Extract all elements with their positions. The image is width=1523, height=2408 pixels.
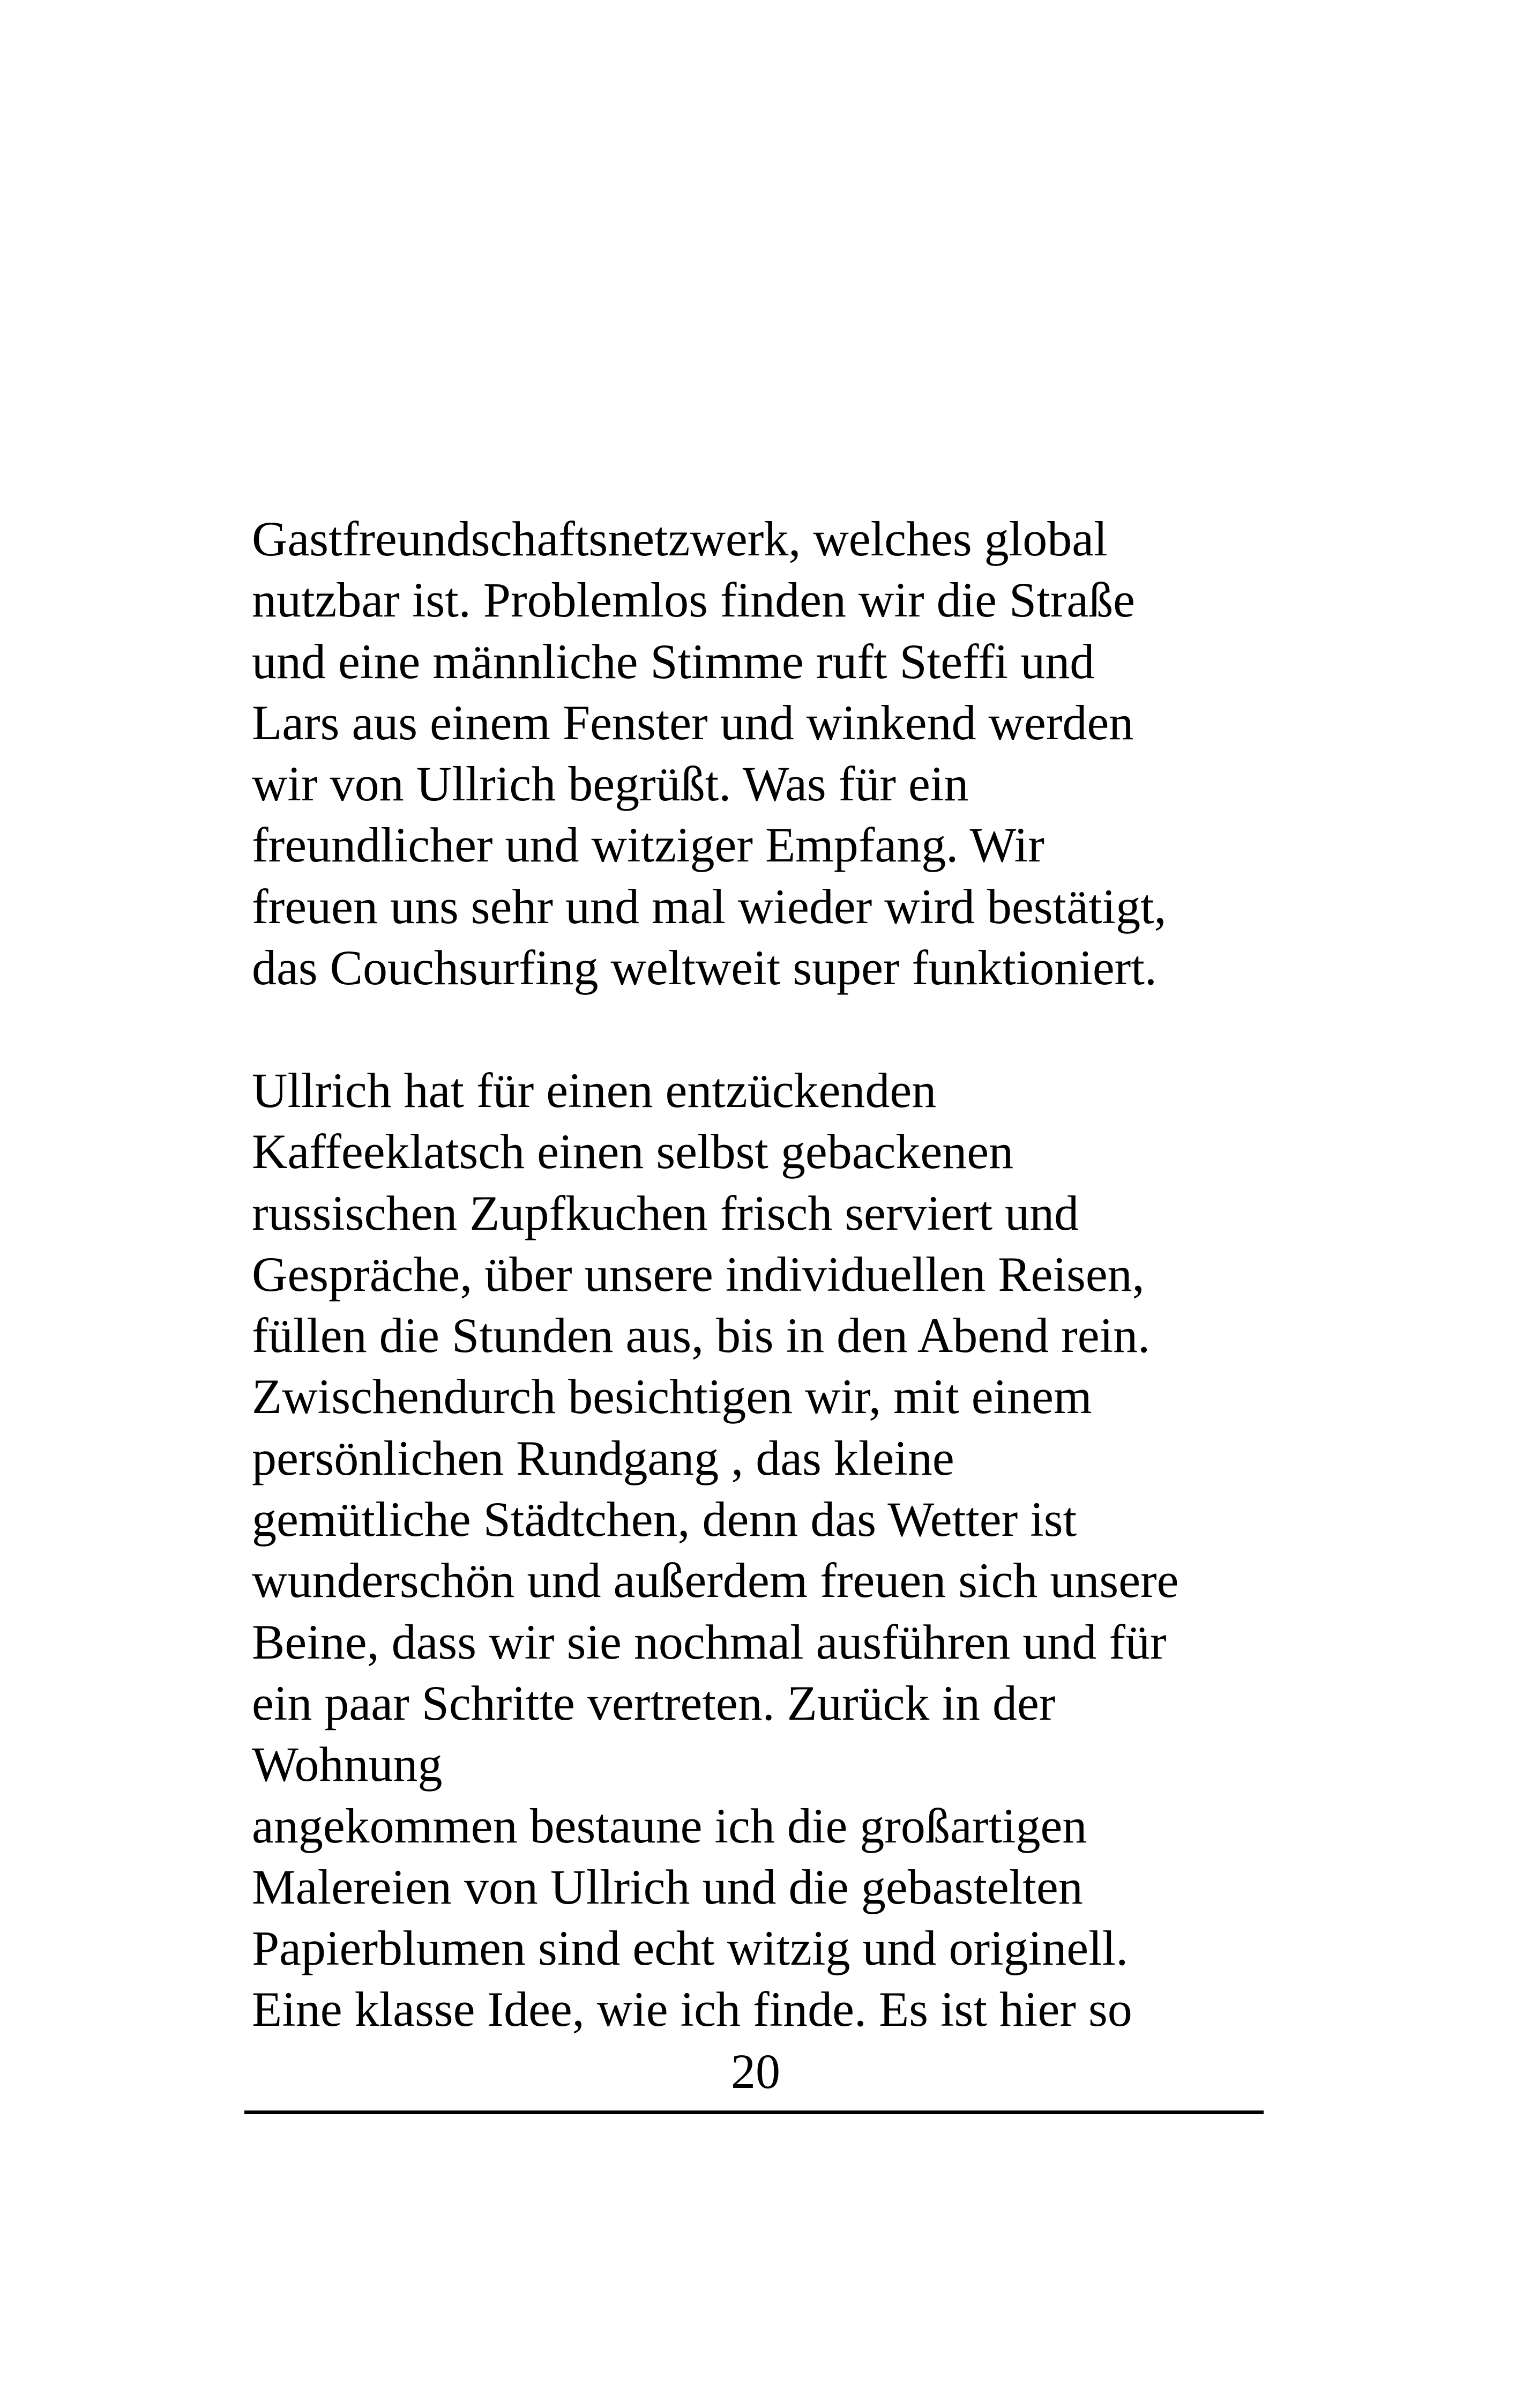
footer-divider [244, 2110, 1264, 2114]
text-line: Lars aus einem Fenster und winkend werden [252, 695, 1134, 750]
text-line: russischen Zupfkuchen frisch serviert und [252, 1185, 1079, 1240]
text-line: füllen die Stunden aus, bis in den Abend rein. [252, 1308, 1151, 1363]
text-line: ein paar Schritte vertreten. Zurück in der [252, 1675, 1056, 1730]
text-line: Zwischendurch besichtigen wir, mit einem [252, 1369, 1092, 1424]
text-line: wunderschön und außerdem freuen sich unsere [252, 1553, 1179, 1608]
paragraph-2 [252, 1060, 1297, 2040]
text-line: Wohnung [252, 1737, 443, 1792]
text-line: Beine, dass wir sie nochmal ausführen und für [252, 1614, 1167, 1669]
text-line: und eine männliche Stimme ruft Steffi und [252, 634, 1095, 689]
text-line: angekommen bestaune ich die großartigen [252, 1798, 1087, 1853]
text-line: freuen uns sehr und mal wieder wird bestätigt, [252, 879, 1167, 934]
text-line: Ullrich hat für einen entzückenden [252, 1063, 937, 1118]
text-line: das Couchsurfing weltweit super funktioniert. [252, 940, 1157, 995]
text-line: Gespräche, über unsere individuellen Reisen, [252, 1246, 1145, 1302]
text-line: Gastfreundschaftsnetzwerk, welches global [252, 511, 1108, 566]
text-line: persönlichen Rundgang , das kleine [252, 1430, 954, 1485]
text-line: freundlicher und witziger Empfang. Wir [252, 817, 1044, 873]
text-line: wir von Ullrich begrüßt. Was für ein [252, 756, 969, 812]
text-line: nutzbar ist. Problemlos finden wir die Straße [252, 573, 1136, 628]
text-line: Kaffeeklatsch einen selbst gebackenen [252, 1124, 1014, 1179]
text-line: Eine klasse Idee, wie ich finde. Es ist hier so [252, 1982, 1132, 2037]
paragraph-1 [252, 508, 1297, 998]
page-number: 20 [731, 2044, 780, 2099]
text-line: Papierblumen sind echt witzig und originell. [252, 1921, 1129, 1976]
text-line: gemütliche Städtchen, denn das Wetter ist [252, 1492, 1077, 1547]
text-line: Malereien von Ullrich und die gebastelten [252, 1859, 1083, 1914]
